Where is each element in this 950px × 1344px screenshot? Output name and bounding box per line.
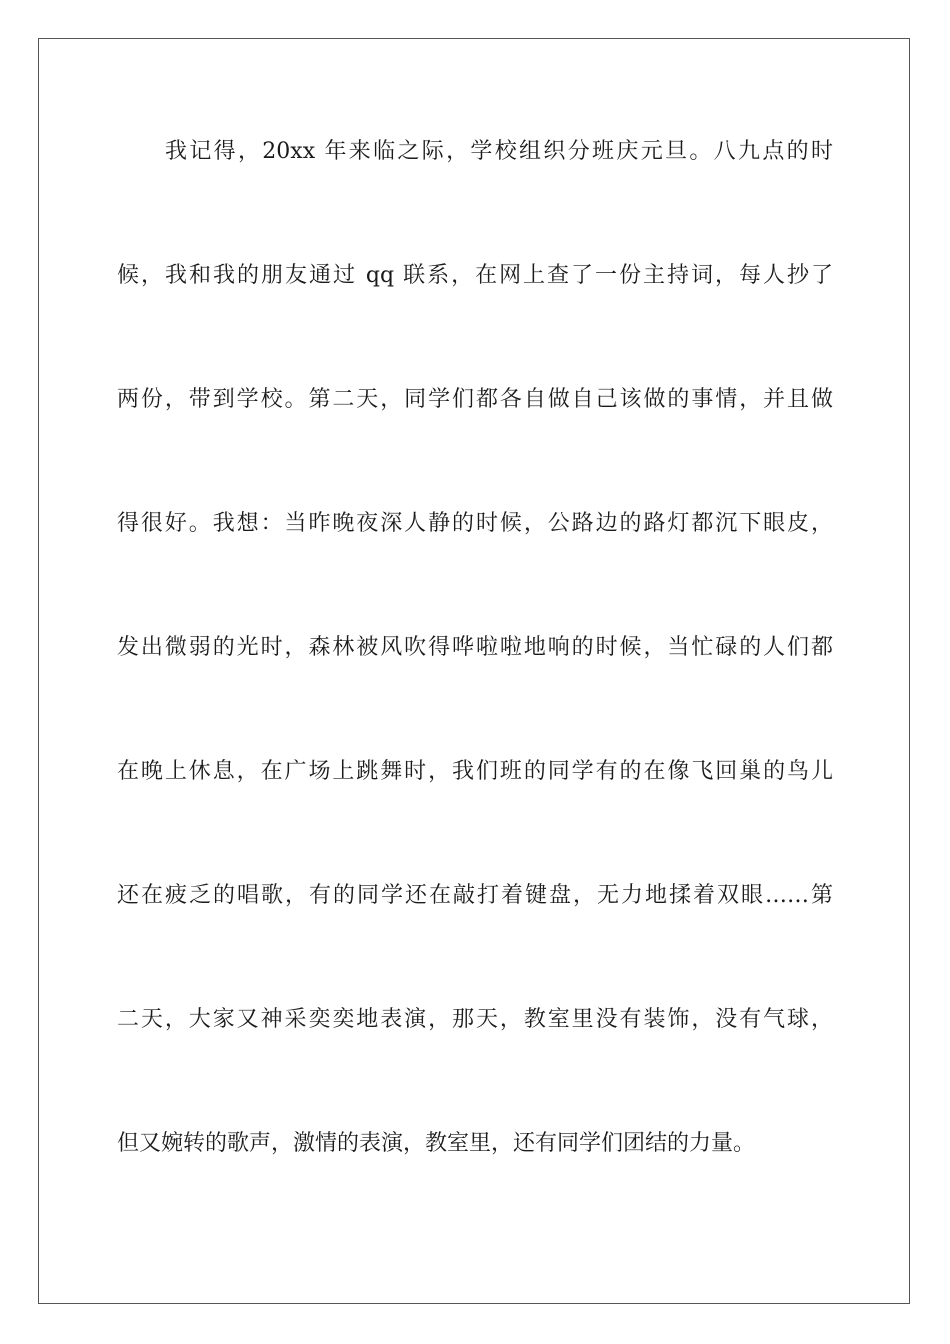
paragraph-line-1: 我记得，20xx 年来临之际，学校组织分班庆元旦。八九点的时 [165,139,833,164]
paragraph-line-8: 二天，大家又神采奕奕地表演，那天，教室里没有装饰，没有气球， [117,1007,833,1032]
paragraph-line-2: 候，我和我的朋友通过 qq 联系，在网上查了一份主持词，每人抄了 [117,263,833,288]
paragraph-line-3: 两份，带到学校。第二天，同学们都各自做自己该做的事情，并且做 [117,387,833,412]
paragraph-line-5: 发出微弱的光时，森林被风吹得哗啦啦地响的时候，当忙碌的人们都 [117,635,833,660]
paragraph-line-4: 得很好。我想：当昨晚夜深人静的时候，公路边的路灯都沉下眼皮， [117,511,833,536]
page-border [38,38,910,1304]
paragraph-line-6: 在晚上休息，在广场上跳舞时，我们班的同学有的在像飞回巢的鸟儿 [117,759,833,784]
paragraph-line-7: 还在疲乏的唱歌，有的同学还在敲打着键盘，无力地揉着双眼……第 [117,883,833,908]
paragraph-line-9: 但又婉转的歌声，激情的表演，教室里，还有同学们团结的力量。 [117,1131,756,1156]
